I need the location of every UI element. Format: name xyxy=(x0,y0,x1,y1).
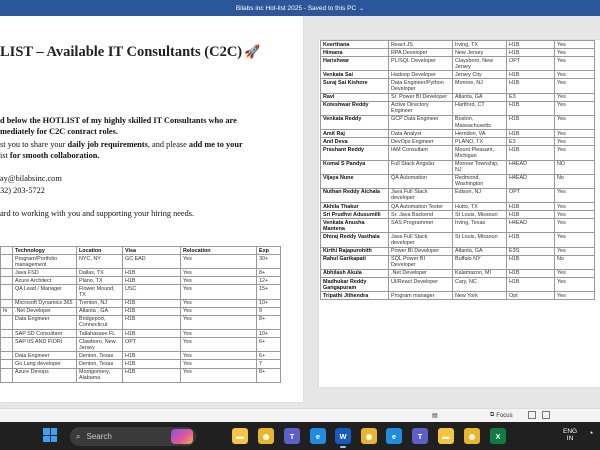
consultant-name: Venkata Anusha Mantena xyxy=(321,219,389,233)
column-header: Exp xyxy=(257,247,281,255)
table-cell: .Net Developer xyxy=(13,307,77,315)
table-cell: Yes xyxy=(555,49,595,57)
table-cell: New Jersey xyxy=(453,49,507,57)
table-cell: H4EAD xyxy=(507,219,555,233)
focus-icon: ⧉ xyxy=(490,412,495,418)
table-row xyxy=(321,269,595,277)
table-cell: Data Engineer/Python Developer xyxy=(389,79,453,93)
table-cell: Monroe, NJ xyxy=(453,79,507,93)
table-cell: .Net Developer xyxy=(389,269,453,277)
focus-button[interactable] xyxy=(490,412,513,419)
table-cell: Azure Devops xyxy=(13,368,77,382)
intro-line xyxy=(0,140,243,149)
table-cell: Denton, Texas xyxy=(77,352,123,360)
table-row xyxy=(1,315,281,329)
table-cell: Microsoft Dynamics 365 xyxy=(13,299,77,307)
table-cell: Sr. Power BI Developer xyxy=(389,93,453,101)
table-cell: Yes xyxy=(555,41,595,49)
table-row xyxy=(1,307,281,315)
intro-line: ay@bilabsinc.com xyxy=(0,174,62,183)
table-cell: Active Directory Engineer xyxy=(389,101,453,115)
column-header: Technology xyxy=(13,247,77,255)
table-cell: Boston, Massachusetts xyxy=(453,115,507,129)
table-cell: Yes xyxy=(181,307,257,315)
consultant-name: Madhukar Reddy Gangapuram xyxy=(321,278,389,292)
table-row xyxy=(321,101,595,115)
table-row xyxy=(1,269,281,277)
table-cell: H1B xyxy=(507,211,555,219)
table-cell: 8+ xyxy=(257,368,281,382)
table-cell: Redmond, Washington xyxy=(453,174,507,188)
intro-line: mediately for C2C contract roles. xyxy=(0,127,118,136)
consultant-name: Venkata Sai xyxy=(321,71,389,79)
table-cell: H1B xyxy=(507,101,555,115)
web-layout-icon[interactable] xyxy=(542,411,550,419)
file-explorer-icon[interactable]: ▬ xyxy=(438,428,454,444)
table-row xyxy=(321,219,595,233)
table-cell: Hutto, TX xyxy=(453,203,507,211)
search-icon: ⌕ xyxy=(76,431,81,441)
table-row xyxy=(321,138,595,146)
table-cell: Yes xyxy=(555,71,595,79)
intro-text-segment: for smooth collaboration. xyxy=(7,151,100,160)
consultant-name: Vijaya Nune xyxy=(321,174,389,188)
intro-line: 32) 203-5722 xyxy=(0,186,45,195)
table-row xyxy=(1,352,281,360)
consultant-name: Sri Prudhvi Adusumilli xyxy=(321,211,389,219)
consultant-name: Prashant Reddy xyxy=(321,146,389,160)
table-cell: QA Automation Tester xyxy=(389,203,453,211)
consultant-name: Nuthan Reddy Aichala xyxy=(321,188,389,202)
table-cell: H1B xyxy=(507,49,555,57)
table-cell: H1B xyxy=(123,352,181,360)
table-cell: 9 xyxy=(257,307,281,315)
table-cell: NYC, NY xyxy=(77,255,123,269)
chrome-icon[interactable]: ◉ xyxy=(361,428,377,444)
table-header-row xyxy=(1,247,281,255)
table-cell: Atlanta, GA xyxy=(453,247,507,255)
table-cell: OPT xyxy=(507,57,555,71)
intro-text-segment: ist xyxy=(0,151,8,160)
table-cell: Azure Architect xyxy=(13,277,77,285)
table-row xyxy=(321,57,595,71)
table-cell: E3 xyxy=(507,93,555,101)
table-cell: Hadoop Developer xyxy=(389,71,453,79)
table-cell xyxy=(1,360,13,368)
table-cell: Sr. Java Backend xyxy=(389,211,453,219)
consultant-name: Anil Deva xyxy=(321,138,389,146)
table-cell: Yes xyxy=(555,203,595,211)
table-cell: Yes xyxy=(181,299,257,307)
table-cell: QA Lead / Manager xyxy=(13,285,77,299)
table-cell: 10+ xyxy=(257,299,281,307)
table-cell: Montgomery, Alabama xyxy=(77,368,123,382)
table-row xyxy=(321,79,595,93)
table-row xyxy=(321,49,595,57)
table-row xyxy=(321,188,595,202)
table-cell: Go Lang developer xyxy=(13,360,77,368)
table-cell: Herndon, VA xyxy=(453,130,507,138)
consultant-name: Amit Raj xyxy=(321,130,389,138)
intro-line: d below the HOTLIST of my highly skilled IT Consultants who are xyxy=(0,116,237,125)
word-icon[interactable]: W xyxy=(335,428,351,444)
consultant-name: Venkata Reddy xyxy=(321,115,389,129)
table-cell: Yes xyxy=(181,277,257,285)
table-cell: Bridgeport, Connecticut xyxy=(77,315,123,329)
table-row xyxy=(321,278,595,292)
language-region: IN xyxy=(566,435,574,442)
table-cell: hi xyxy=(1,307,13,315)
table-cell: H1B xyxy=(507,79,555,93)
table-cell: Program manager xyxy=(389,292,453,300)
table-cell: Yes xyxy=(181,330,257,338)
consultant-name: Himana xyxy=(321,49,389,57)
table-cell xyxy=(1,255,13,269)
table-cell: SAP IIS AND FIORI xyxy=(13,338,77,352)
intro-text-segment: , and please xyxy=(147,140,189,149)
table-cell: Denton, Texas xyxy=(77,360,123,368)
table-cell: H1B xyxy=(123,315,181,329)
table-cell: Atlanta , GA xyxy=(77,307,123,315)
table-cell: Yes xyxy=(181,255,257,269)
table-cell: 7 xyxy=(257,360,281,368)
column-header: Visa xyxy=(123,247,181,255)
consultant-name: Akhila Thakur xyxy=(321,203,389,211)
table-cell: Opt xyxy=(507,292,555,300)
table-cell xyxy=(1,338,13,352)
table-cell: 8+ xyxy=(257,315,281,329)
network-icon[interactable]: ◔ xyxy=(588,428,594,438)
table-cell: H1B xyxy=(507,269,555,277)
table-cell: Yes xyxy=(181,285,257,299)
table-cell: H1B xyxy=(507,255,555,269)
table-row xyxy=(1,330,281,338)
table-cell: Data Engineer xyxy=(13,315,77,329)
table-row xyxy=(321,174,595,188)
table-cell: No xyxy=(555,255,595,269)
table-cell: SAS Programmer xyxy=(389,219,453,233)
taskbar xyxy=(0,422,600,450)
table-cell: Yes xyxy=(555,219,595,233)
intro-text-segment: daily job requirements xyxy=(67,140,148,149)
table-row xyxy=(321,203,595,211)
document-title xyxy=(0,44,260,61)
table-cell: Plano, TX xyxy=(77,277,123,285)
table-cell xyxy=(1,269,13,277)
table-row xyxy=(321,71,595,79)
table-cell: Hartford, CT xyxy=(453,101,507,115)
table-cell: Yes xyxy=(555,79,595,93)
table-row xyxy=(321,247,595,255)
table-cell: H4EAD xyxy=(507,160,555,174)
excel-icon[interactable]: X xyxy=(490,428,506,444)
table-row xyxy=(1,255,281,269)
table-row xyxy=(1,285,281,299)
table-cell xyxy=(1,368,13,382)
table-cell: Data Analyst xyxy=(389,130,453,138)
table-row xyxy=(321,130,595,138)
consultants-table-2 xyxy=(320,40,595,300)
table-row xyxy=(321,233,595,247)
view-buttons xyxy=(528,411,550,419)
window-titlebar xyxy=(0,0,600,16)
consultant-name: Komal S Pandya xyxy=(321,160,389,174)
table-cell: GCP Data Engineer xyxy=(389,115,453,129)
consultant-name: Koteshwar Reddy xyxy=(321,101,389,115)
edge-icon[interactable]: e xyxy=(310,428,326,444)
language-indicator[interactable] xyxy=(563,428,577,442)
table-row xyxy=(321,146,595,160)
table-cell: Kalamazoo, MI xyxy=(453,269,507,277)
document-page-2[interactable] xyxy=(319,40,600,387)
table-cell: Irving, Texas xyxy=(453,219,507,233)
table-cell: Java Full Stack developer xyxy=(389,233,453,247)
print-layout-icon[interactable] xyxy=(528,411,536,419)
table-cell: Cary, NC xyxy=(453,278,507,292)
table-cell: H1B xyxy=(507,71,555,79)
search-highlight-image xyxy=(171,429,193,444)
document-title-text: LIST – Available IT Consultants (C2C) xyxy=(0,44,243,60)
table-cell: Java FSD xyxy=(13,269,77,277)
consultant-name: Suraj Sai Kishore xyxy=(321,79,389,93)
table-cell: Yes xyxy=(181,315,257,329)
table-cell: SQL Power BI Developer xyxy=(389,255,453,269)
table-cell xyxy=(1,285,13,299)
column-header xyxy=(1,247,13,255)
table-row xyxy=(321,93,595,101)
table-cell: Yes xyxy=(555,211,595,219)
table-cell: H1B xyxy=(507,41,555,49)
table-cell: H1B xyxy=(123,368,181,382)
table-cell: NO xyxy=(555,160,595,174)
window-title: Bilabs inc Hot-list 2025 - Saved to this PC xyxy=(235,4,357,12)
table-cell: USC xyxy=(123,285,181,299)
intro-text-segment: add me to your xyxy=(188,140,243,149)
table-cell: React JS xyxy=(389,41,453,49)
table-cell: Yes xyxy=(555,115,595,129)
chevron-down-icon[interactable]: ⌄ xyxy=(359,5,365,12)
taskbar-search[interactable] xyxy=(70,427,196,446)
search-placeholder: Search xyxy=(86,432,112,441)
table-cell: Power BI Developer xyxy=(389,247,453,255)
table-cell: 6+ xyxy=(257,338,281,352)
windows-start-icon[interactable] xyxy=(43,428,57,442)
table-cell: Trenton, NJ xyxy=(77,299,123,307)
table-cell: Clawboro, New Jersey xyxy=(77,338,123,352)
file-explorer-icon[interactable]: ▬ xyxy=(232,428,248,444)
table-cell: Tallahassee FL xyxy=(77,330,123,338)
table-row xyxy=(321,115,595,129)
table-row xyxy=(1,338,281,352)
table-cell: Edison, NJ xyxy=(453,188,507,202)
intro-line xyxy=(0,151,99,160)
chrome-icon[interactable]: ◉ xyxy=(464,428,480,444)
table-cell: St Louis, Missouri xyxy=(453,233,507,247)
table-cell: OPT xyxy=(507,188,555,202)
table-cell: H1B xyxy=(507,146,555,160)
table-cell: Claysboro, New Jersey xyxy=(453,57,507,71)
table-cell: SAP SD Consultant xyxy=(13,330,77,338)
table-cell: Yes xyxy=(555,292,595,300)
table-cell: QA Automation xyxy=(389,174,453,188)
table-cell: 10+ xyxy=(257,330,281,338)
table-cell: Yes xyxy=(181,360,257,368)
table-cell: H1B xyxy=(507,115,555,129)
table-row xyxy=(1,368,281,382)
consultant-name: Keerthana xyxy=(321,41,389,49)
consultant-name: Abhilash Akula xyxy=(321,269,389,277)
table-cell: Yes xyxy=(555,57,595,71)
table-cell: Buffalo NY xyxy=(453,255,507,269)
table-cell: Atlanta, GA xyxy=(453,93,507,101)
consultant-name: Rahul Garikapati xyxy=(321,255,389,269)
table-row xyxy=(321,41,595,49)
table-cell: Mount Pleasant, Michigan xyxy=(453,146,507,160)
table-cell: Full Stack Angular xyxy=(389,160,453,174)
table-cell: New York xyxy=(453,292,507,300)
table-cell: Yes xyxy=(181,338,257,352)
consultant-name: Harishwar xyxy=(321,57,389,71)
table-cell: Yes xyxy=(555,188,595,202)
table-cell: Yes xyxy=(555,233,595,247)
table-row xyxy=(321,255,595,269)
table-cell: E3S xyxy=(507,247,555,255)
table-row xyxy=(1,360,281,368)
table-cell: Yes xyxy=(555,247,595,255)
table-cell: H1B xyxy=(507,130,555,138)
table-cell: Yes xyxy=(555,93,595,101)
consultant-name: Kirthi Rajapurohith xyxy=(321,247,389,255)
table-row xyxy=(321,292,595,300)
table-cell: Yes xyxy=(555,138,595,146)
table-cell: Dallas, TX xyxy=(77,269,123,277)
teams-icon[interactable]: T xyxy=(284,428,300,444)
table-row xyxy=(321,160,595,174)
table-cell: UI/React Developer xyxy=(389,278,453,292)
intro-text-segment: st you to share your xyxy=(0,140,68,149)
table-cell: Yes xyxy=(555,130,595,138)
table-cell: Yes xyxy=(181,269,257,277)
teams-icon[interactable]: T xyxy=(412,428,428,444)
table-cell: Monroe Township, NJ xyxy=(453,160,507,174)
table-cell: IAM Consultant xyxy=(389,146,453,160)
table-cell: Yes xyxy=(555,101,595,115)
consultant-name: Ravi xyxy=(321,93,389,101)
consultant-name: Tripathi Jithendra xyxy=(321,292,389,300)
table-cell: Yes xyxy=(181,368,257,382)
read-mode-icon[interactable]: ▤ xyxy=(432,413,438,419)
table-cell: DevOps Engineer xyxy=(389,138,453,146)
table-cell: H4EAD xyxy=(507,174,555,188)
table-cell xyxy=(1,315,13,329)
table-cell: H1B xyxy=(123,299,181,307)
table-cell: Jersey City xyxy=(453,71,507,79)
table-cell: Data Engineer xyxy=(13,352,77,360)
table-cell: H1B xyxy=(123,330,181,338)
intro-line: ard to working with you and supporting your hiring needs. xyxy=(0,209,195,218)
edge-icon[interactable]: e xyxy=(386,428,402,444)
table-row xyxy=(321,211,595,219)
table-cell: H1B xyxy=(507,278,555,292)
column-header: Location xyxy=(77,247,123,255)
table-cell: GC EAD xyxy=(123,255,181,269)
consultants-table-1 xyxy=(0,246,281,383)
table-cell: Yes xyxy=(555,278,595,292)
document-page-1[interactable] xyxy=(0,16,303,402)
chrome-icon[interactable]: ◉ xyxy=(258,428,274,444)
table-cell: PL/SQL Developer xyxy=(389,57,453,71)
table-cell: H1B xyxy=(123,360,181,368)
table-cell: 15+ xyxy=(257,285,281,299)
table-cell: 6+ xyxy=(257,352,281,360)
column-header: Relocation xyxy=(181,247,257,255)
rocket-emoji: 🚀 xyxy=(244,44,261,59)
table-cell: H1B xyxy=(507,233,555,247)
table-cell: No xyxy=(555,174,595,188)
table-cell: H1B xyxy=(507,203,555,211)
table-cell: H1B xyxy=(123,269,181,277)
consultant-name: Dhiraj Reddy Vasthala xyxy=(321,233,389,247)
table-cell xyxy=(1,299,13,307)
table-cell: 12+ xyxy=(257,277,281,285)
status-bar xyxy=(0,408,600,422)
table-cell: Irving, TX xyxy=(453,41,507,49)
table-cell xyxy=(1,277,13,285)
table-row xyxy=(1,299,281,307)
table-cell: 8+ xyxy=(257,269,281,277)
table-cell: PLANO, TX xyxy=(453,138,507,146)
table-cell: Yes xyxy=(555,269,595,277)
table-cell: Yes xyxy=(181,352,257,360)
document-canvas[interactable] xyxy=(0,16,600,408)
table-cell: H1B xyxy=(123,277,181,285)
table-cell: Program/Portfolio management xyxy=(13,255,77,269)
table-cell xyxy=(1,352,13,360)
table-cell: St Louis, Missouri xyxy=(453,211,507,219)
table-cell: OPT xyxy=(123,338,181,352)
table-row xyxy=(1,277,281,285)
table-cell: Flower Mound, TX xyxy=(77,285,123,299)
table-cell: Yes xyxy=(555,146,595,160)
table-cell: 30+ xyxy=(257,255,281,269)
table-cell: Java Full Stack developer xyxy=(389,188,453,202)
table-cell: RPA Developer xyxy=(389,49,453,57)
table-cell xyxy=(1,330,13,338)
table-cell: E3 xyxy=(507,138,555,146)
language-code: ENG xyxy=(563,428,578,435)
table-cell: H1B xyxy=(123,307,181,315)
focus-label: Focus xyxy=(496,412,513,419)
